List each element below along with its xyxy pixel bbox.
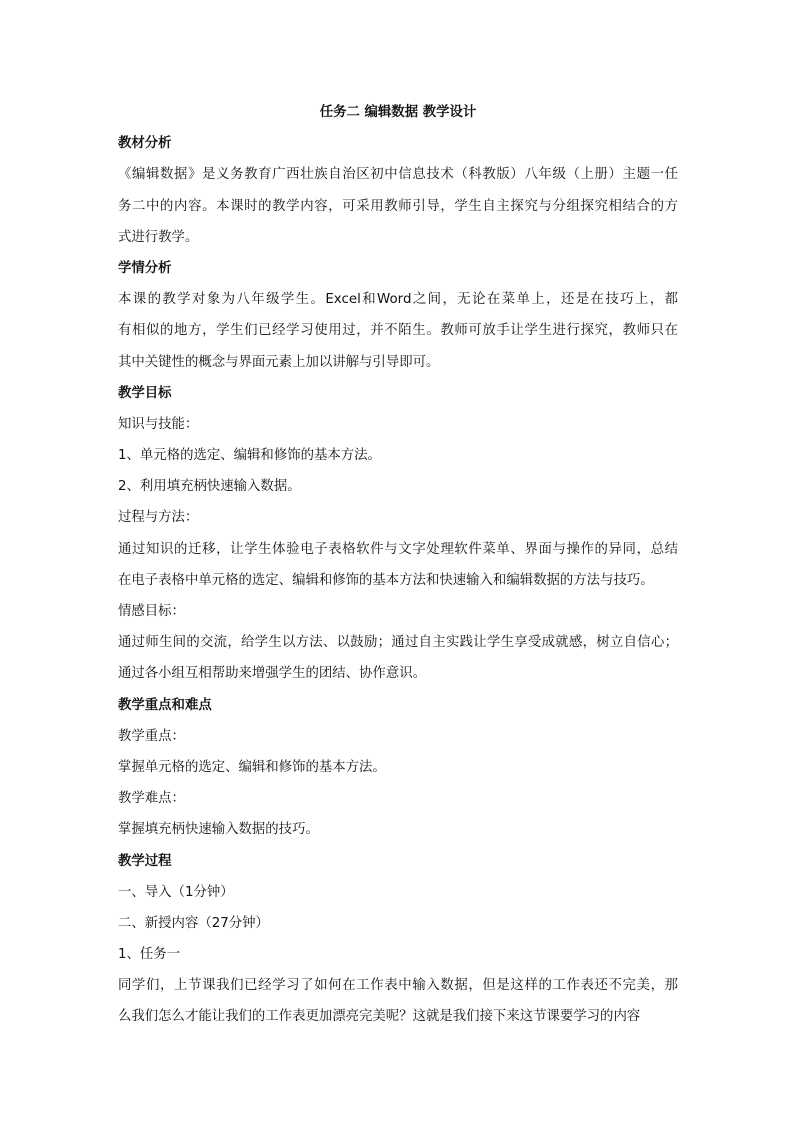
paragraph-line: 式进行教学。 (118, 229, 199, 245)
paragraph-line: 同学们，上节课我们已经学习了如何在工作表中输入数据，但是这样的工作表还不完美，那 (118, 978, 678, 994)
section-heading-teaching-process: 教学过程 (118, 853, 172, 869)
subheading-process-methods: 过程与方法： (118, 510, 199, 526)
paragraph-line: 通过师生间的交流，给学生以方法、以鼓励；通过自主实践让学生享受成就感，树立自信心； (118, 635, 678, 651)
section-heading-teaching-goals: 教学目标 (118, 385, 172, 401)
list-item: 1、单元格的选定、编辑和修饰的基本方法。 (118, 448, 381, 464)
paragraph-line: 本课的教学对象为八年级学生。Excel和Word之间，无论在菜单上，还是在技巧上，都 (118, 292, 678, 308)
process-step: 二、新授内容（27分钟） (118, 915, 269, 931)
process-step: 一、导入（1分钟） (118, 884, 234, 900)
document-title: 任务二 编辑数据 教学设计 (319, 105, 477, 120)
list-item: 2、利用填充柄快速输入数据。 (118, 479, 301, 495)
paragraph-line: 其中关键性的概念与界面元素上加以讲解与引导即可。 (118, 354, 440, 370)
section-heading-student-analysis: 学情分析 (118, 260, 172, 276)
paragraph-line: 有相似的地方，学生们已经学习使用过，并不陌生。教师可放手让学生进行探究，教师只在 (118, 323, 678, 339)
paragraph-line: 掌握单元格的选定、编辑和修饰的基本方法。 (118, 759, 386, 775)
section-heading-key-points: 教学重点和难点 (118, 697, 212, 713)
paragraph-line: 么我们怎么才能让我们的工作表更加漂亮完美呢？这就是我们接下来这节课要学习的内容 (118, 1009, 641, 1025)
paragraph-line: 通过各小组互相帮助来增强学生的团结、协作意识。 (118, 666, 426, 682)
process-task: 1、任务一 (118, 947, 181, 963)
subheading-difficulty: 教学难点： (118, 791, 185, 807)
section-heading-material-analysis: 教材分析 (118, 136, 172, 152)
paragraph-line: 掌握填充柄快速输入数据的技巧。 (118, 822, 319, 838)
subheading-key-point: 教学重点： (118, 728, 185, 744)
subheading-knowledge-skills: 知识与技能： (118, 416, 199, 432)
paragraph-line: 《编辑数据》是义务教育广西壮族自治区初中信息技术（科教版）八年级（上册）主题一任 (118, 167, 678, 183)
subheading-emotion-goals: 情感目标： (118, 604, 185, 619)
paragraph-line: 通过知识的迁移，让学生体验电子表格软件与文字处理软件菜单、界面与操作的异同，总结 (118, 541, 678, 557)
paragraph-line: 务二中的内容。本课时的教学内容，可采用教师引导，学生自主探究与分组探究相结合的方 (118, 198, 678, 214)
document-body (118, 97, 678, 1033)
paragraph-line: 在电子表格中单元格的选定、编辑和修饰的基本方法和快速输入和编辑数据的方法与技巧。 (118, 572, 654, 588)
